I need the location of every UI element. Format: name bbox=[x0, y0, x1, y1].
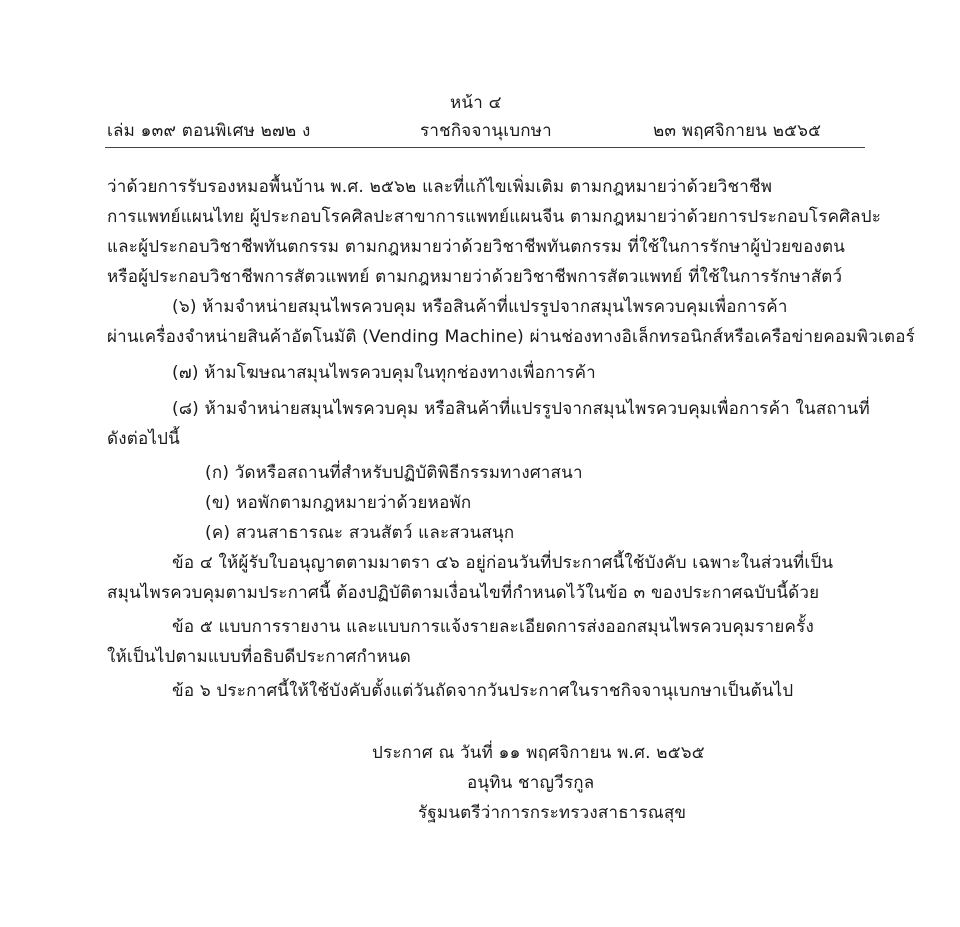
publication-name: ราชกิจจานุเบกษา bbox=[420, 121, 552, 141]
subclause-c: (ค) สวนสาธารณะ สวนสัตว์ และสวนสนุก bbox=[205, 523, 515, 543]
body-line: การแพทย์แผนไทย ผู้ประกอบโรคศิลปะสาขาการแพทย์แผนจีน ตามกฎหมายว่าด้วยการประกอบโรคศิลปะ bbox=[107, 207, 882, 227]
body-line: ให้เป็นไปตามแบบที่อธิบดีประกาศกำหนด bbox=[107, 647, 412, 667]
body-line: ผ่านเครื่องจำหน่ายสินค้าอัตโนมัติ (Vending Machine) ผ่านช่องทางอิเล็กทรอนิกส์หรือเครือข่ายคอมพิวเตอร์ bbox=[107, 327, 915, 347]
header-divider bbox=[105, 147, 865, 148]
signatory-name: อนุทิน ชาญวีรกูล bbox=[467, 773, 595, 793]
article-5: ข้อ ๕ แบบการรายงาน และแบบการแจ้งรายละเอียดการส่งออกสมุนไพรควบคุมรายครั้ง bbox=[172, 617, 814, 637]
body-line: ว่าด้วยการรับรองหมอพื้นบ้าน พ.ศ. ๒๕๖๒ และที่แก้ไขเพิ่มเติม ตามกฎหมายว่าด้วยวิชาชีพ bbox=[107, 177, 773, 197]
article-4: ข้อ ๔ ให้ผู้รับใบอนุญาตตามมาตรา ๔๖ อยู่ก่อนวันที่ประกาศนี้ใช้บังคับ เฉพาะในส่วนที่เป็น bbox=[172, 553, 834, 573]
body-line: และผู้ประกอบวิชาชีพทันตกรรม ตามกฎหมายว่าด้วยวิชาชีพทันตกรรม ที่ใช้ในการรักษาผู้ป่วยของตน bbox=[107, 237, 846, 257]
clause-6: (๖) ห้ามจำหน่ายสมุนไพรควบคุม หรือสินค้าที่แปรรูปจากสมุนไพรควบคุมเพื่อการค้า bbox=[172, 297, 788, 317]
announcement-date: ประกาศ ณ วันที่ ๑๑ พฤศจิกายน พ.ศ. ๒๕๖๕ bbox=[372, 743, 705, 763]
body-line: สมุนไพรควบคุมตามประกาศนี้ ต้องปฏิบัติตามเงื่อนไขที่กำหนดไว้ในข้อ ๓ ของประกาศฉบับนี้ด้วย bbox=[107, 583, 820, 603]
signatory-position: รัฐมนตรีว่าการกระทรวงสาธารณสุข bbox=[418, 803, 687, 823]
body-line: หรือผู้ประกอบวิชาชีพการสัตวแพทย์ ตามกฎหมายว่าด้วยวิชาชีพการสัตวแพทย์ ที่ใช้ในการรักษาสัตว์ bbox=[107, 267, 843, 287]
article-6: ข้อ ๖ ประกาศนี้ให้ใช้บังคับตั้งแต่วันถัดจากวันประกาศในราชกิจจานุเบกษาเป็นต้นไป bbox=[172, 681, 794, 701]
subclause-a: (ก) วัดหรือสถานที่สำหรับปฏิบัติพิธีกรรมทางศาสนา bbox=[205, 463, 583, 483]
subclause-b: (ข) หอพักตามกฎหมายว่าด้วยหอพัก bbox=[205, 493, 472, 513]
page-number: หน้า ๔ bbox=[450, 93, 502, 113]
body-line: ดังต่อไปนี้ bbox=[107, 429, 180, 449]
publication-date: ๒๓ พฤศจิกายน ๒๕๖๕ bbox=[653, 121, 822, 141]
clause-7: (๗) ห้ามโฆษณาสมุนไพรควบคุมในทุกช่องทางเพื่อการค้า bbox=[172, 363, 596, 383]
clause-8: (๘) ห้ามจำหน่ายสมุนไพรควบคุม หรือสินค้าที่แปรรูปจากสมุนไพรควบคุมเพื่อการค้า ในสถานที่ bbox=[172, 399, 870, 419]
issue-info: เล่ม ๑๓๙ ตอนพิเศษ ๒๗๒ ง bbox=[107, 121, 311, 141]
